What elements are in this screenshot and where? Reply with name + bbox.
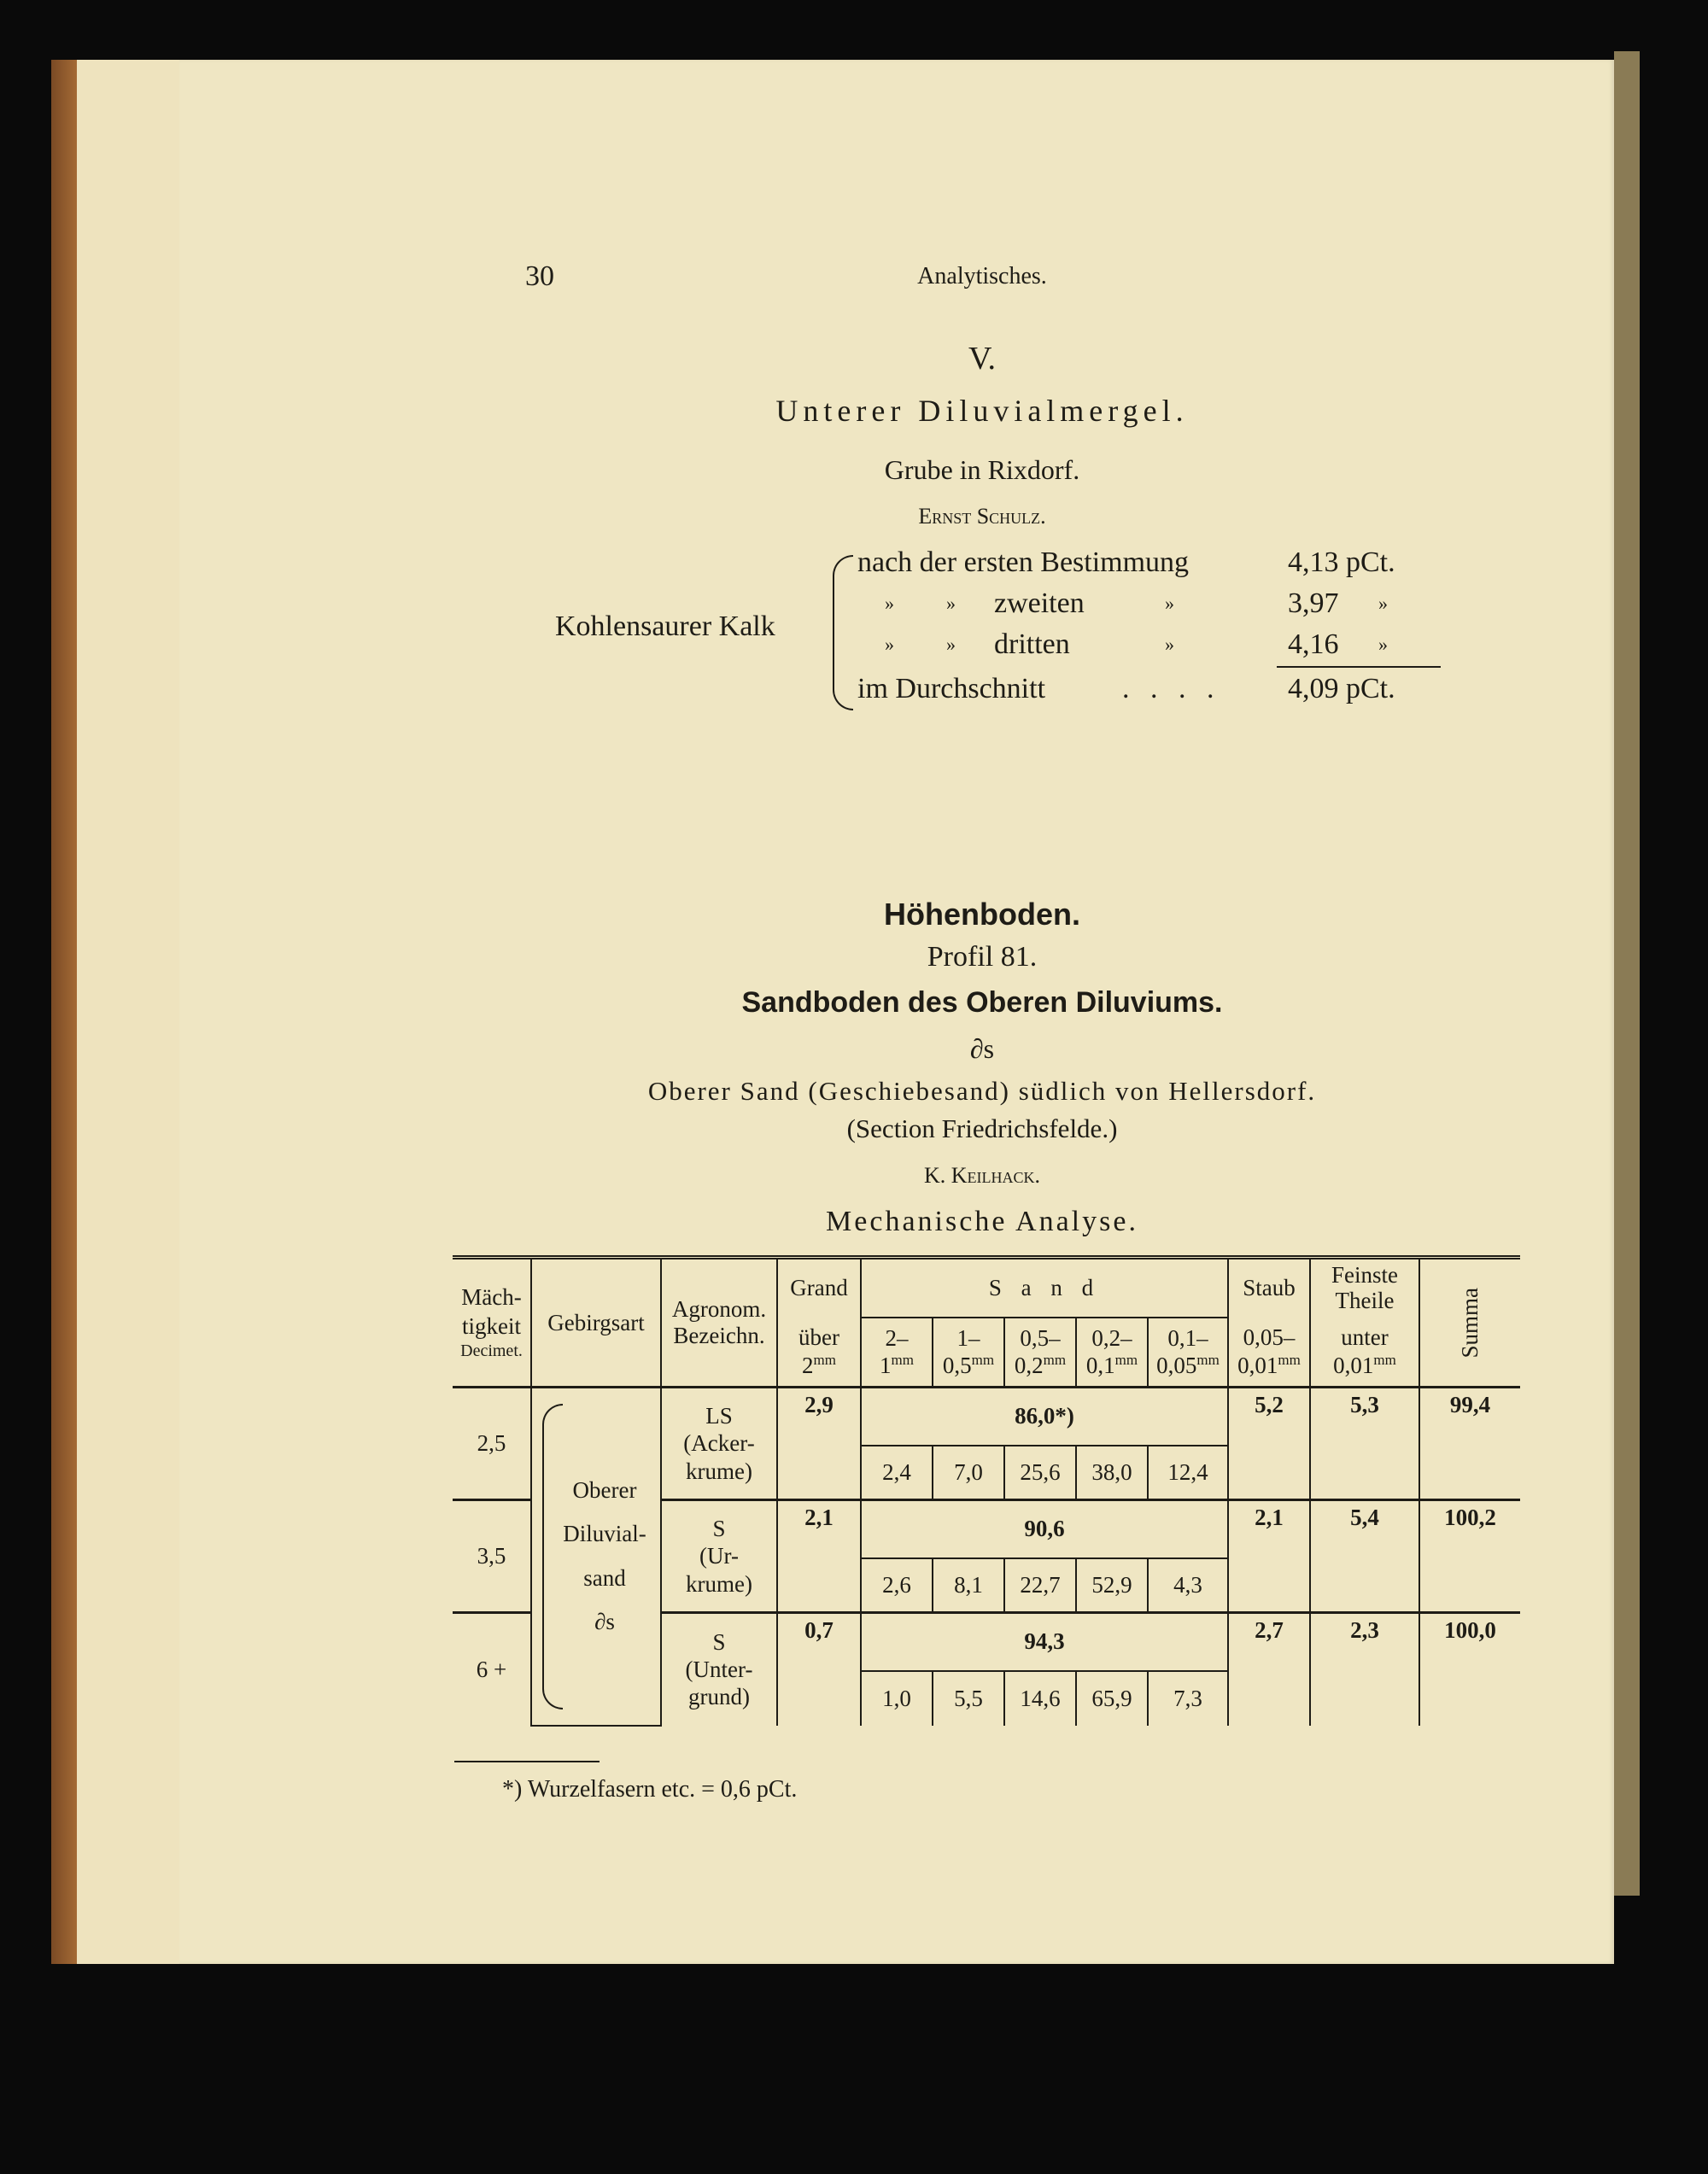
kalk-row-3-value: 4,16 (1288, 628, 1339, 660)
cell-sand-total: 90,6 (861, 1500, 1228, 1558)
col-header-sand-2: 1– $0,5^{mm}$ (933, 1318, 1004, 1388)
kalk-row-2-value: 3,97 (1288, 587, 1339, 619)
cell-sand: 14,6 (1004, 1671, 1076, 1726)
ditto-mark: » (885, 634, 894, 655)
cell-depth: 6 + (453, 1613, 531, 1726)
running-head: Analytisches. (917, 263, 1047, 289)
cell-feinste: 2,3 (1310, 1613, 1419, 1726)
col-header-agronom: Agronom. Bezeichn. (661, 1258, 777, 1388)
cell-summa: 100,2 (1419, 1500, 1520, 1613)
analyst-2: K. Keilhack. (923, 1163, 1041, 1188)
brace (833, 555, 853, 710)
col-header-sand-4: 0,2– $0,1^{mm}$ (1076, 1318, 1148, 1388)
cell-sand-total: 86,0*) (861, 1388, 1228, 1446)
cell-agronom: LS (Acker- krume) (661, 1388, 777, 1500)
cell-sand: 12,4 (1148, 1446, 1228, 1500)
cell-sand: 1,0 (861, 1671, 933, 1726)
cell-summa: 99,4 (1419, 1388, 1520, 1500)
col-header-feinste-sub: unter $0,01^{mm}$ (1310, 1318, 1419, 1388)
kalk-label: Kohlensaurer Kalk (555, 611, 775, 642)
col-header-maechtigkeit: Mäch- tigkeit Decimet. (453, 1258, 531, 1388)
kalk-row-3 (857, 628, 1541, 666)
table-row (453, 1388, 1520, 1446)
cell-depth: 2,5 (453, 1388, 531, 1500)
cell-sand: 7,0 (933, 1446, 1004, 1500)
ditto-mark: » (1165, 593, 1174, 614)
heading-hoehenboden: Höhenboden. (884, 897, 1080, 932)
kalk-row-2 (857, 587, 1541, 625)
kalk-row-2-word: zweiten (994, 587, 1085, 619)
subheading: Sandboden des Oberen Diluviums. (741, 986, 1223, 1019)
kalk-row-3-word: dritten (994, 628, 1070, 660)
section-numeral: V. (968, 341, 997, 377)
cell-sand: 8,1 (933, 1558, 1004, 1613)
cell-sand: 22,7 (1004, 1558, 1076, 1613)
cell-grand: 0,7 (777, 1613, 861, 1726)
location: Grube in Rixdorf. (884, 454, 1080, 485)
col-header-staub-sub: 0,05– $0,01^{mm}$ (1228, 1318, 1310, 1388)
col-header-gebirgsart: Gebirgsart (531, 1258, 661, 1388)
ditto-mark: » (885, 593, 894, 614)
kalk-row-4-value: 4,09 pCt. (1288, 673, 1395, 704)
analyst-1: Ernst Schulz. (918, 504, 1046, 529)
cell-sand: 2,4 (861, 1446, 933, 1500)
cell-staub: 5,2 (1228, 1388, 1310, 1500)
cell-sand-total: 94,3 (861, 1613, 1228, 1671)
cell-summa: 100,0 (1419, 1613, 1520, 1726)
section-title: Unterer Diluvialmergel. (775, 394, 1189, 428)
col-header-sand: S a n d (861, 1258, 1228, 1318)
sum-rule (1277, 666, 1441, 668)
col-header-sand-1: 2– $1^{mm}$ (861, 1318, 933, 1388)
cell-staub: 2,7 (1228, 1613, 1310, 1726)
brace (542, 1404, 563, 1709)
kalk-row-4 (857, 673, 1541, 710)
cell-grand: 2,9 (777, 1388, 861, 1500)
description: Oberer Sand (Geschiebesand) südlich von Hellersdorf. (647, 1076, 1317, 1106)
col-header-sand-5: 0,1– $0,05^{mm}$ (1148, 1318, 1228, 1388)
cell-agronom: S (Unter- grund) (661, 1613, 777, 1726)
table-title: Mechanische Analyse. (826, 1206, 1138, 1237)
book-edge-right (1614, 51, 1640, 1896)
col-header-summa: Summa (1419, 1258, 1520, 1388)
cell-staub: 2,1 (1228, 1500, 1310, 1613)
cell-depth: 3,5 (453, 1500, 531, 1613)
kalk-row-1-label: nach der ersten Bestimmung (857, 546, 1190, 578)
page-number: 30 (525, 260, 554, 292)
cell-sand: 4,3 (1148, 1558, 1228, 1613)
col-header-sand-3: 0,5– $0,2^{mm}$ (1004, 1318, 1076, 1388)
cell-sand: 7,3 (1148, 1671, 1228, 1726)
col-header-grand-sub: über $2^{mm}$ (777, 1318, 861, 1388)
cell-gebirgsart: Oberer Diluvial- sand ∂s (531, 1388, 661, 1726)
profil: Profil 81. (927, 941, 1038, 973)
cell-feinste: 5,4 (1310, 1500, 1419, 1613)
footnote-rule (454, 1761, 600, 1762)
ditto-mark: » (1378, 593, 1388, 614)
kalk-row-4-dots: . . . . (1122, 673, 1221, 704)
cell-sand: 2,6 (861, 1558, 933, 1613)
mechanical-analysis-table (453, 1255, 1520, 1727)
ditto-mark: » (946, 634, 956, 655)
section-note: (Section Friedrichsfelde.) (846, 1113, 1118, 1143)
col-header-feinste: Feinste Theile (1310, 1258, 1419, 1318)
kalk-row-1 (857, 546, 1541, 584)
footnote: *) Wurzelfasern etc. = 0,6 pCt. (502, 1776, 798, 1803)
col-header-staub: Staub (1228, 1258, 1310, 1318)
cell-feinste: 5,3 (1310, 1388, 1419, 1500)
cell-sand: 52,9 (1076, 1558, 1148, 1613)
kalk-row-4-label: im Durchschnitt (857, 673, 1046, 704)
cell-agronom: S (Ur- krume) (661, 1500, 777, 1613)
cell-sand: 65,9 (1076, 1671, 1148, 1726)
cell-grand: 2,1 (777, 1500, 861, 1613)
col-header-grand: Grand (777, 1258, 861, 1318)
cell-sand: 5,5 (933, 1671, 1004, 1726)
geology-symbol: ∂s (969, 1033, 995, 1064)
header-row-1 (453, 1258, 1520, 1318)
ditto-mark: » (1165, 634, 1174, 655)
cell-sand: 38,0 (1076, 1446, 1148, 1500)
cell-sand: 25,6 (1004, 1446, 1076, 1500)
book-edge-left (51, 60, 77, 1964)
kalk-row-1-value: 4,13 pCt. (1288, 546, 1395, 578)
ditto-mark: » (946, 593, 956, 614)
ditto-mark: » (1378, 634, 1388, 655)
